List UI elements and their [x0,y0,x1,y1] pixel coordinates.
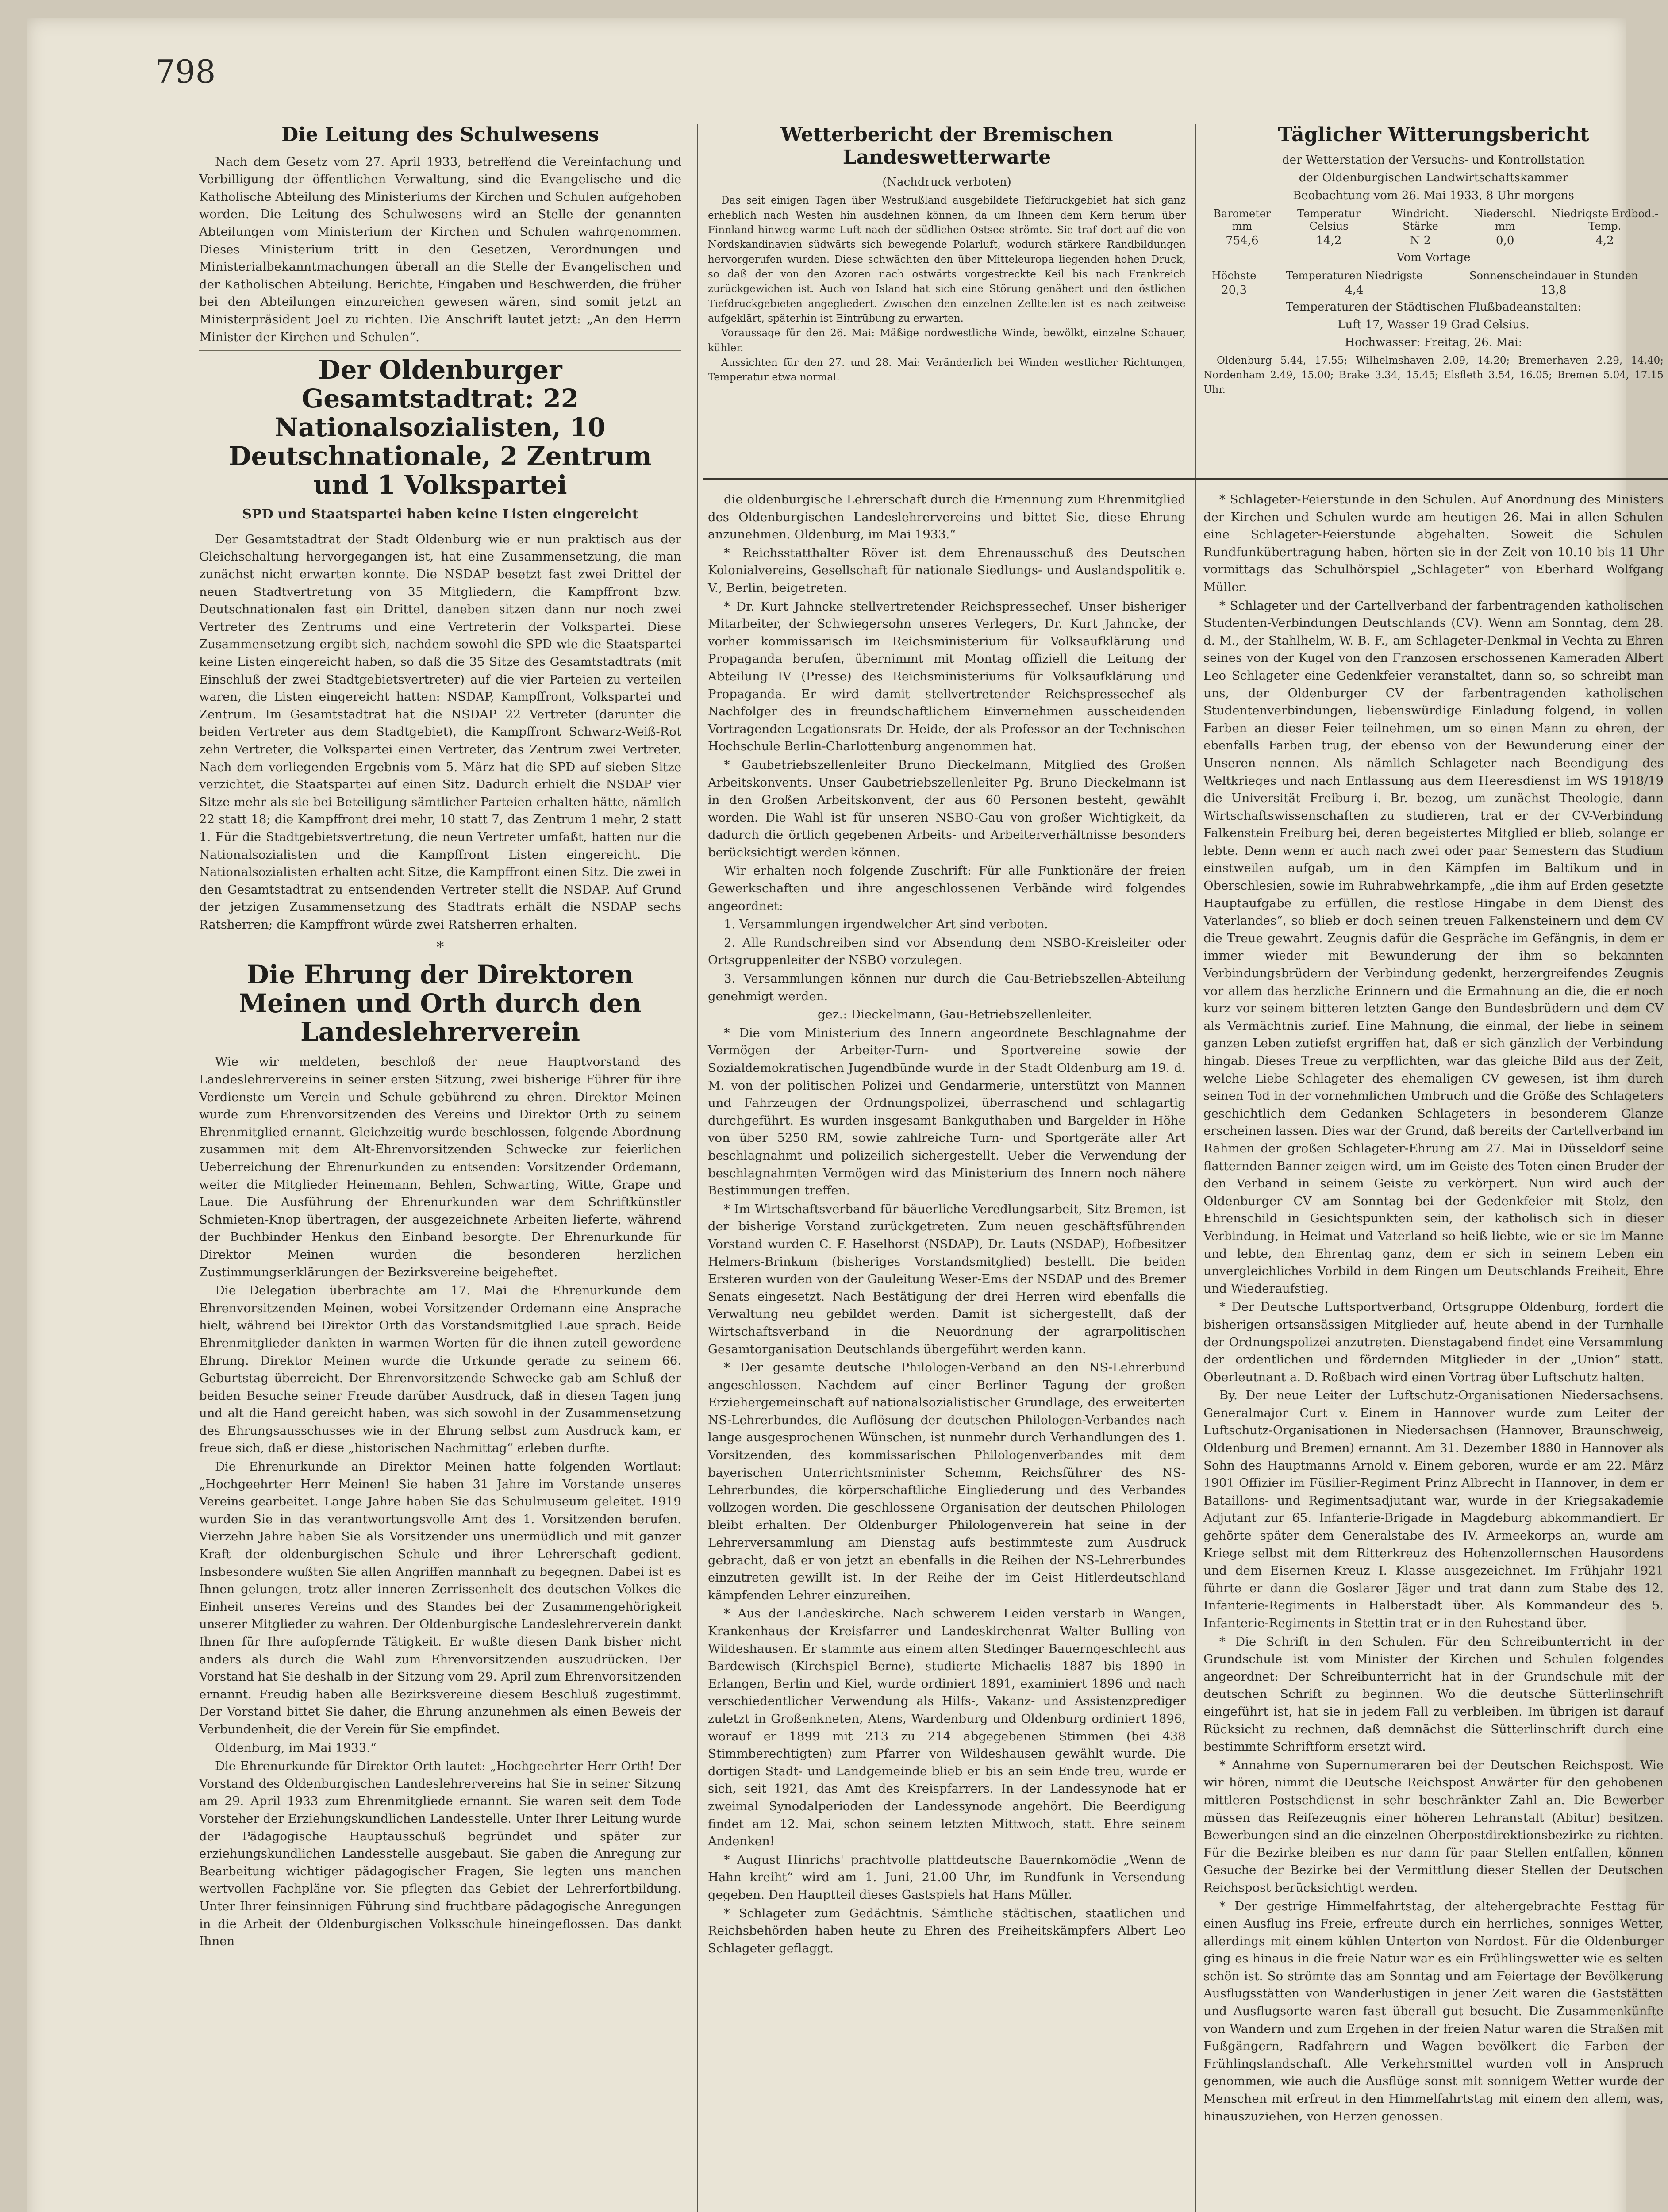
news-item: * Schlageter-Feierstunde in den Schulen. Auf Anordnung des Ministers der Kirchen und Schulen wurde am heutigen 26. Mai in allen Schulen eine Schlageter-Feierstunde abgehalten. Soweit die Schulen Rundfunkübertragung haben, hörten sie in der Zeit von 10.10 bis 11 Uhr vormittags das Schulhörspiel „Schlageter“ von Eberhard Wolfgang Müller. [1203,492,1664,594]
section-divider [703,478,1668,480]
news-item: * Aus der Landeskirche. Nach schwerem Leiden verstarb in Wangen, Krankenhaus der Kreisfarrer und Landeskirchenrat Walter Bulling von Wildeshausen. Er stammte aus einem alten Stedinger Bauerngeschlecht aus Bardewisch (Kirchspiel Berne), studierte Michaelis 1887 bis 1890 in Erlangen, Berlin und Kiel, wurde ordiniert 1891, examiniert 1896 und nach verschiedentlicher Verwendung als Hilfs-, Vakanz- und Assistenzprediger zuletzt in Großenkneten, Atens, Wardenburg und Oldenburg ordiniert 1896, worauf er 1899 mit 213 zu 214 abgegebenen Stimmen (bei 438 Stimmberechtigten) zum Pfarrer von Wildeshausen gewählt wurde. Die dortigen Stadt- und Landgemeinde blieb er bis an sein Ende treu, wurde er sich, seit 1921, das Amt des Kreispfarrers. In der Landessynode hat er zweimal Synodalperioden der Landessynode angehört. Die Beerdigung findet am 12. Mai, schon seinem letzten Mittwoch, statt. Ehre seinem Andenken! [708,1606,1186,1849]
list-item: 2. Alle Rundschreiben sind vor Absendung dem NSBO-Kreisleiter oder Ortsgruppenleiter der NSBO vorzulegen. [708,935,1186,968]
table-cell: 0,0 [1496,234,1514,247]
bath-temperatures-title: Temperaturen der Städtischen Flußbadeanstalten: [1285,300,1582,314]
article-title-ehrung: Die Ehrung der Direktoren Meinen und Orth durch den Landeslehrerverein [238,959,642,1047]
column-3-news [1203,491,1664,2126]
table-header: Niedrigste Erdbod.-Temp. [1551,207,1659,232]
article-body: Die Delegation überbrachte am 17. Mai die Ehrenurkunde dem Ehrenvorsitzenden Meinen, wobei Vorsitzender Ordemann eine Ansprache hielt, während bei Direktor Orth das Vorstandsmitglied Laue sprach. Beide Ehrenmitglieder dankten in warmen Worten für die ihnen zuteil gewordene Ehrung. Direktor Meinen wurde die Urkunde gerade zu seinem 66. Geburtstag überreicht. Der Ehrenvorsitzende Schwecke gab am Schluß der beiden Besuche seiner Freude darüber Ausdruck, daß in diesen Tagen jung und alt die Hand gereicht haben, was sich sowohl in der Zusammensetzung des Ehrungsausschusses wie in der Ehrung selbst zum Ausdruck kam, er freue sich, daß er diese „historischen Nachmittag“ erleben durfte. [199,1283,681,1455]
daily-weather [1203,124,1664,398]
column-rule-left [697,124,698,2212]
news-item: * Schlageter und der Cartellverband der farbentragenden katholischen Studenten-Verbindungen Deutschlands (CV). Wenn am Sonntag, dem 28. d. M., der Stahlhelm, W. B. F., am Schlageter-Denkmal in Vechta zu Ehren seines von der Kugel von den Franzosen erschossenen Kameraden Albert Leo Schlageter eine Gedenkfeier veranstaltet, dann so, so schreibt man uns, der Oldenburger CV der farbentragenden katholischen Studentenverbindungen, liebenswürdige Einladung folgend, in vollen Farben an dieser Feier teilnehmen, um so einen Mann zu ehren, der ebenfalls Farben trug, der ebenso von der Bewunderung einer der Unseren nennen. Als nämlich Schlageter nach Beendigung des Weltkrieges und nach Entlassung aus dem Heeresdienst im WS 1918/19 die Universität Freiburg i. Br. bezog, um zunächst Theologie, dann Wirtschaftswissenschaften zu studieren, trat er der CV-Verbindung Falkenstein Freiburg bei, deren begeistertes Mitglied er blieb, solange er lebte. Denn wenn er auch nach zwei oder paar Semestern das Studium einstweilen aufgab, um in den Kämpfen im Baltikum und in Oberschlesien, sowie im Ruhrabwehrkampfe, „die ihm auf Erden gesetzte Hauptaufgabe zu erfüllen, die restlose Hingabe in dem Dienst des Vaterlandes“, so blieb er doch seinen treuen Falkensteinern und dem CV die Treue gewahrt. Zeugnis dafür die Gespräche im Gefängnis, in dem er immer wieder mit Bewunderung der ihm so bekannten Verbindungsbrüdern der Verbindung gedenkt, herzergreifendes Zeugnis vor allem das herzliche Erinnern und die Ermahnung an die, die er noch kurz vor seinem bitteren letzten Gange den Bundesbrüdern und dem CV als Vermächtnis zurief. Eine Mahnung, die einmal, der liebe in seinem ganzen Leben zutiefst ergriffen hat, daß er sich gänzlich der Verbindung hingab. Dieses Treue zu verpflichten, war das gleiche Bild aus der Zeit, welche Liebe Schlageter des ehemaligen CV gewesen, ist ihm durch seinen Tod in der vornehmlichen Umbruch und die Größe des Schlageters geschichtlich dem Gedanken Schlageters in besonderem Glanze erscheinen lassen. Dies war der Grund, daß bereits der Cartellverband im Rahmen der großen Schlageter-Ehrung am 27. Mai in Düsseldorf seine flatternden Banner zeigen wird, um im Geiste des Toten einen Bruder der den Verband in seinem Geiste zu verkörpert. Nun wird auch der Oldenburger CV am Sonntag bei der Gedenkfeier mit Stolz, den Ehrenschild in Gesichtspunkten sein, der katholisch sich in dieser Verbindung, in Heimat und Vaterland so heiß liebte, wie er sie im Manne und lebte, den Ehrentag ganz, dem er sich in seinem Leben ein unvergleichliches Vorbild in dem Ringen um Deutschlands Freiheit, Ehre und Wiederaufstieg. [1203,598,1664,1296]
news-item: * Gaubetriebszellenleiter Bruno Dieckelmann, Mitglied des Großen Arbeitskonvents. Unser Gaubetriebszellenleiter Pg. Bruno Dieckelmann ist in den Großen Arbeitskonvent, der aus 60 Personen besteht, gewählt worden. Die Wahl ist für unseren NSBO-Gau von großer Wichtigkeit, da dadurch die örtlich gegebenen Arbeits- und Arbeiterverhältnisse besonders berücksichtigt werden können. [708,757,1186,860]
list-item: 3. Versammlungen können nur durch die Gau-Betriebszellen-Abteilung genehmigt werden. [708,972,1186,1003]
table-cell: 754,6 [1226,234,1259,247]
divider [199,350,681,351]
table-cell: 13,8 [1541,283,1567,297]
column-rule-right [1195,124,1196,2212]
weather-note: (Nachdruck verboten) [882,176,1011,189]
article-signature: Oldenburg, im Mai 1933.“ [215,1740,377,1755]
daily-weather-subtitle: der Wetterstation der Versuchs- und Kontrollstation [1282,153,1585,167]
table-header: Sonnenscheindauer in Stunden [1469,269,1638,282]
table-cell: 14,2 [1316,234,1342,247]
signature: gez.: Dieckelmann, Gau-Betriebszellenleiter. [818,1007,1092,1022]
daily-weather-subtitle: der Oldenburgischen Landwirtschaftskammer [1299,171,1568,184]
article-body: Die Ehrenurkunde für Direktor Orth lautet: „Hochgeehrter Herr Orth! Der Vorstand des Oldenburgischen Landeslehrervereins hat Sie in seiner Sitzung am 29. April 1933 zum Ehrenmitgliede ernannt. Sie waren seit dem Tode Vorsteher der Erziehungskundlichen Landesstelle. Unter Ihrer Leitung wurde der Pädagogische Hauptausschuß begründet und später zur erziehungskundlichen Landesstelle ausgebaut. Sie gaben die Anregung zur Bearbeitung wichtiger pädagogischer Fragen, Sie legten uns manchen wertvollen Fachpläne vor. Sie pflegten das Gebiet der Lehrerfortbildung. Unter Ihrer feinsinnigen Führung sind fruchtbare pädagogische Anregungen in die Arbeit der Oldenburgischen Volksschule hineingeflossen. Das dankt Ihnen [199,1759,681,1949]
bath-temperatures: Luft 17, Wasser 19 Grad Celsius. [1337,318,1530,331]
observation-table [1203,207,1664,248]
daily-weather-title: Täglicher Witterungsbericht [1278,123,1589,146]
news-item: * Im Wirtschaftsverband für bäuerliche Veredlungsarbeit, Sitz Bremen, ist der bisherige Vorstand zurückgetreten. Zum neuen geschäftsführenden Vorstand wurden C. F. Haselhorst (NSDAP), Dr. Lauts (NSDAP), Hofbesitzer Helmers-Brinkum (bisheriges Vorstandsmitglied) bestellt. Die beiden Ersteren wurden von der Gauleitung Weser-Ems der NSDAP und des Bremer Senats eingesetzt. Nach Bestätigung der drei Herren wird ebenfalls die Verwaltung neu gebildet werden. Damit ist sichergestellt, daß der Wirtschaftsverband in die Neuordnung der agrarpolitischen Gesamtorganisation Deutschlands übergeführt werden kann. [708,1202,1186,1356]
news-item: * Der Deutsche Luftsportverband, Ortsgruppe Oldenburg, fordert die bisherigen ortsansässigen Mitglieder auf, heute abend in der Turnhalle der Ordnungspolizei anzutreten. Dienstagabend findet eine Versammlung der ordentlichen und fördernden Mitglieder in der „Union“ statt. Oberleutnant a. D. Roßbach wird einen Vortrag über Luftschutz halten. [1203,1300,1664,1384]
news-item: * Reichsstatthalter Röver ist dem Ehrenausschuß des Deutschen Kolonialvereins, Gesellschaft für nationale Siedlungs- und Auslandspolitik e. V., Berlin, beigetreten. [708,545,1186,595]
news-item: * Schlageter zum Gedächtnis. Sämtliche städtischen, staatlichen und Reichsbehörden haben heute zu Ehren des Freiheitskämpfers Albert Leo Schlageter geflaggt. [708,1906,1186,1955]
table-cell: N 2 [1410,234,1431,247]
article-subtitle: SPD und Staatspartei haben keine Listen eingereicht [242,506,638,522]
observation-time: Beobachtung vom 26. Mai 1933, 8 Uhr morgens [1293,188,1574,202]
table-header: Temperatur Celsius [1297,207,1361,232]
news-item: * August Hinrichs' prachtvolle plattdeutsche Bauernkomödie „Wenn de Hahn kreiht“ wird am 1. Juni, 21.00 Uhr, im Rundfunk in Versendung gegeben. Den Hauptteil dieses Gastspiels hat Hans Müller. [708,1852,1186,1902]
table-cell: 20,3 [1221,283,1247,297]
news-item: * Dr. Kurt Jahncke stellvertretender Reichspressechef. Unser bisheriger Mitarbeiter, der Schwiegersohn unseres Verlegers, Dr. Kurt Jahncke, der vorher kommissarisch im Reichsministerium für Volksaufklärung und Propaganda berufen, übernimmt mit Montag offiziell die Leitung der Abteilung IV (Presse) des Reichsministeriums für Volksaufklärung und Propaganda. Er wird damit stellvertretender Reichspressechef als Nachfolger des in freundschaftlichem Einvernehmen ausscheidenden Vortragenden Legationsrats Dr. Heide, der als Professor an der Technischen Hochschule Berlin-Charlottenburg angenommen hat. [708,599,1186,754]
table-header: Windricht. Stärke [1392,207,1449,232]
table-header: Temperaturen Niedrigste [1286,269,1423,282]
table-header: Niederschl. mm [1474,207,1536,232]
article-title-stadtrat: Der Oldenburger Gesamtstadtrat: 22 Nationalsozialisten, 10 Deutschnationale, 2 Zentrum und 1 Volkspartei [229,355,652,500]
news-item: * Annahme von Supernumeraren bei der Deutschen Reichspost. Wie wir hören, nimmt die Deutsche Reichspost Anwärter für den gehobenen mittleren Postschdienst in sehr beschränkter Zahl an. Die Bewerber müssen das Reifezeugnis einer höheren Lehranstalt (Abitur) besitzen. Bewerbungen sind an die einzelnen Oberpostdirektionsbezirke zu richten. Für die Bezirke bleiben es nur dann für paar Stellen entfallen, können Gesuche der Bezirke bei der Vermittlung dieser Stellen der Deutschen Reichspost berücksichtigt werden. [1203,1758,1664,1895]
previous-day-table [1203,269,1664,298]
table-header: Höchste [1211,269,1257,282]
column-2-news [708,491,1186,1958]
article-body: Nach dem Gesetz vom 27. April 1933, betreffend die Vereinfachung und Verbilligung der öffentlichen Verwaltung, sind die Evangelische und die Katholische Abteilung des Ministeriums der Kirchen und Schulen aufgehoben worden. Die Leitung des Schulwesens wird an Stelle der genannten Abteilungen vom Ministerium der Kirchen und Schulen wahrgenommen. Dieses Ministerium tritt in den Gesetzen, Verordnungen und Ministerialbekanntmachungen überall an die Stelle der Evangelischen und der Katholischen Abteilung. Berichte, Eingaben und Beschwerden, die früher bei den Abteilungen einzureichen gewesen wären, sind somit jetzt an Ministerpräsident Joel zu richten. Die Anschrift lautet jetzt: „An den Herrn Minister der Kirchen und Schulen“. [199,154,681,344]
separator-asterisk: * [436,938,444,956]
table-header: Barometer mm [1213,207,1271,232]
weather-title: Wetterbericht der Bremischen Landeswetterwarte [780,123,1113,169]
page-number: 798 [155,53,216,90]
news-item: By. Der neue Leiter der Luftschutz-Organisationen Niedersachsens. Generalmajor Curt v. Einem in Hannover wurde zum Leiter der Luftschutz-Organisationen in Niedersachsen (Hannover, Braunschweig, Oldenburg und Bremen) ernannt. Am 31. Dezember 1880 in Hannover als Sohn des Hauptmanns Arnold v. Einem geboren, wurde er am 22. März 1901 Offizier im Füsilier-Regiment Prinz Albrecht in Hannover, in dem er Bataillons- und Regimentsadjutant war, wurde in der Kriegsakademie Adjutant zur 65. Infanterie-Brigade in Magdeburg abkommandiert. Er gehörte später dem Generalstabe des IV. Armeekorps an, wurde am Kriege selbst mit dem Ritterkreuz des Hohenzollernschen Hausordens und dem Eisernen Kreuz I. Klasse ausgezeichnet. Im Frühjahr 1921 führte er dann die Goslarer Jäger und trat dann zum Stabe des 12. Infanterie-Regiments in Halberstadt über. Als Kommandeur des 5. Infanterie-Regiments in Stettin trat er in den Ruhestand über. [1203,1388,1664,1630]
weather-forecast: Voraussage für den 26. Mai: Mäßige nordwestliche Winde, bewölkt, einzelne Schauer, kühler. [708,327,1186,354]
news-item: * Die vom Ministerium des Innern angeordnete Beschlagnahme der Vermögen der Arbeiter-Turn- und Sportvereine sowie der Sozialdemokratischen Jugendbünde wurde in der Stadt Oldenburg am 19. d. M. von der politischen Polizei und Gendarmerie, unterstützt von Mannen und Fahrzeugen der Ordnungspolizei, überraschend und schlagartig durchgeführt. Es wurden insgesamt Bankguthaben und Bargelder in Höhe von über 5250 RM, sowie zahlreiche Turn- und Sportgeräte aller Art beschlagnahmt und polizeilich sichergestellt. Ueber die Verwendung der beschlagnahmten Vermögen wird das Ministerium des Innern noch nähere Bestimmungen treffen. [708,1025,1186,1198]
article-body: Der Gesamtstadtrat der Stadt Oldenburg wie er nun praktisch aus der Gleichschaltung hervorgegangen ist, hat eine Zusammensetzung, die man zunächst nicht erwarten konnte. Die NSDAP besetzt fast zwei Drittel der neuen Stadtvertretung von 35 Mitgliedern, die Kampffront bzw. Deutschnationalen fast ein Drittel, daneben sitzen dann nur noch zwei Vertreter des Zentrums und eine Vertreterin der Volkspartei. Diese Zusammensetzung ergibt sich, nachdem sowohl die SPD wie die Staatspartei keine Listen eingereicht haben, so daß die 35 Sitze des Gesamtstadtrats (mit Einschluß der zwei Stadtgebietsvertreter) auf die vier Parteien zu verteilen waren, die Listen eingereicht hatten: NSDAP, Kampffront, Volkspartei und Zentrum. Im Gesamtstadtrat hat die NSDAP 22 Vertreter (darunter die beiden Vertreter aus dem Stadtgebiet), die Kampffront Schwarz-Weiß-Rot zehn Vertreter, die Volkspartei einen Vertreter, das Zentrum zwei Vertreter. Nach dem vorliegenden Ergebnis vom 5. März hat die SPD auf sieben Sitze verzichtet, die Staatspartei auf einen Sitz. Dadurch erhielt die NSDAP vier Sitze mehr als sie bei Beteiligung sämtlicher Parteien erhalten hätte, nämlich 22 statt 18; die Kampffront drei mehr, 10 statt 7, das Zentrum 1 mehr, 2 statt 1. Für die Stadtgebietsvertretung, die neun Vertreter umfaßt, hatten nur die Nationalsozialisten und die Kampffront Listen eingereicht. Die Nationalsozialisten erhalten acht Sitze, die Kampffront einen Sitz. Die zwei in den Gesamtstadtrat zu entsendenden Vertreter stellt die NSDAP. Auf Grund der jetzigen Zusammensetzung des Stadtrats erhält die NSDAP sechs Ratsherren; die Kampffront würde zwei Ratsherren erhalten. [199,532,681,932]
previous-day-label: Vom Vortage [1396,250,1471,264]
news-item: * Der gestrige Himmelfahrtstag, der altehergebrachte Festtag für einen Ausflug ins Freie, erfreute durch ein herrliches, sonniges Wetter, allerdings mit einem kühlen Unterton von Nordost. Für die Oldenburger ging es hinaus in die freie Natur war es ein Frühlingswetter wie es selten schön ist. So strömte das am Sonntag und am Feiertage der Bevölkerung Ausflugsstätten von Wanderlustigen in jener Zeit waren die Gaststätten und Ausflugsorte waren fast überall gut besucht. Die Zusammenkünfte von Wandern und zum Ergehen in der freien Natur waren die Straßen mit Fußgängern, Radfahrern und Wagen bevölkert die Farben der Frühlingslandschaft. Alle Verkehrsmittel wurden voll in Anspruch genommen, wie auch die Ausflüge sonst mit sonnigem Wetter wurde der Menschen mit erfreut in den Himmelfahrtstag mit einem den allem, was, hinauszuziehen, von Herzen genossen. [1203,1899,1664,2124]
weather-report [708,124,1186,385]
article-title-schulwesen: Die Leitung des Schulwesens [281,123,599,146]
tide-times: Oldenburg 5.44, 17.55; Wilhelmshaven 2.09, 14.20; Bremerhaven 2.29, 14.40; Nordenham 2.49, 15.00; Brake 3.34, 15.45; Elsfleth 3.54, 16.05; Bremen 5.04, 17.15 Uhr. [1203,354,1664,396]
news-item: Wir erhalten noch folgende Zuschrift: Für alle Funktionäre der freien Gewerkschaften und ihre angeschlossenen Verbände wird folgendes angeordnet: [708,864,1186,913]
article-body: Die Ehrenurkunde an Direktor Meinen hatte folgenden Wortlaut: „Hochgeehrter Herr Meinen! Sie haben 31 Jahre im Vorstande unseres Vereins gearbeitet. Lange Jahre haben Sie das Schulmuseum geleitet. 1919 wurden Sie in das verantwortungsvolle Amt des 1. Vorsitzenden berufen. Vierzehn Jahre haben Sie als Vorsitzender uns unermüdlich und mit ganzer Kraft der oldenburgischen Schule und ihrer Lehrerschaft gedient. Insbesondere wußten Sie allen Angriffen mannhaft zu begegnen. Dabei ist es Ihnen gelungen, trotz aller inneren Zerrissenheit des deutschen Volkes die Einheit unseres Vereins und des Standes bei der Zusammengehörigkeit unserer Mitglieder zu wahren. Der Oldenburgische Landeslehrerverein dankt Ihnen für Ihre aufopfernde Tätigkeit. Er wußte diesen Dank bisher nicht anders als durch die Wahl zum Ehrenvorsitzenden auszudrücken. Der Vorstand hat Sie deshalb in der Sitzung vom 29. April zum Ehrenvorsitzenden ernannt. Freudig haben alle Bezirksvereine diesem Beschluß zugestimmt. Der Vorstand bittet Sie daher, die Ehrung anzunehmen als einen Beweis der Verbundenheit, die der Verein für Sie empfindet. [199,1459,681,1736]
article-body: Wie wir meldeten, beschloß der neue Hauptvorstand des Landeslehrervereins in seiner ersten Sitzung, zwei bisherige Führer für ihre Verdienste um Verein und Schule gebührend zu ehren. Direktor Meinen wurde zum Ehrenvorsitzenden des Vereins und Direktor Orth zu seinem Ehrenmitglied ernannt. Gleichzeitig wurde beschlossen, folgende Abordnung zusammen mit dem Alt-Ehrenvorsitzenden Schwecke zur feierlichen Ueberreichung der Ehrenurkunden zu entsenden: Vorsitzender Ordemann, weiter die Mitglieder Heinemann, Behlen, Schwarting, Witte, Grape und Laue. Die Ausführung der Ehrenurkunden war dem Schriftkünstler Schmieten-Knop übertragen, der ausgezeichnete Arbeiten lieferte, während der Buchbinder Henkus den Einband besorgte. Der Ehrenurkunde für Direktor Meinen wurden die besonderen herzlichen Zustimmungserklärungen der Bezirksvereine beigeheftet. [199,1055,681,1279]
article-body: die oldenburgische Lehrerschaft durch die Ernennung zum Ehrenmitglied des Oldenburgischen Landeslehrervereins und bittet Sie, diese Ehrung anzunehmen. Oldenburg, im Mai 1933.“ [708,492,1186,542]
weather-outlook: Aussichten für den 27. und 28. Mai: Veränderlich bei Winden westlicher Richtungen, Temperatur etwa normal. [708,357,1186,384]
table-cell: 4,4 [1345,283,1364,297]
column-1 [199,124,681,1951]
news-item: * Die Schrift in den Schulen. Für den Schreibunterricht in der Grundschule ist vom Minister der Kirchen und Schulen folgendes angeordnet: Der Schreibunterricht hat in der Grundschule mit der deutschen Schrift zu beginnen. Wo die deutsche Sütterlinschrift eingeführt ist, hat sie in jedem Fall zu verbleiben. Im übrigen ist darauf Rücksicht zu rechnen, daß demnächst die Sütterlinschrift durch eine bestimmte Schriftform ersetzt wird. [1203,1634,1664,1754]
weather-body: Das seit einigen Tagen über Westrußland ausgebildete Tiefdruckgebiet hat sich ganz erheblich nach Westen hin ausdehnen können, da um Ihneen dem Kern herum über Finnland hinweg warme Luft nach der südlichen Ostsee strömte. Sie traf dort auf die von Nordskandinavien südwärts sich bewegende Polarluft, wodurch stärkere Randbildungen hervorgerufen wurden. Diese schwächten den über Mitteleuropa liegenden hohen Druck, so daß der von den Azoren nach ostwärts vorgestreckte Keil bis nach Frankreich zurückgewichen ist. Auch von Island hat sich eine Störung genähert und den östlichen Tiefdruckgebieten angegliedert. Zwischen den einzelnen Zellteilen ist es nach zeitweise aufgeklärt, späterhin ist Eintrübung zu erwarten. [708,195,1186,324]
tide-title: Hochwasser: Freitag, 26. Mai: [1345,335,1522,349]
news-item: * Der gesamte deutsche Philologen-Verband an den NS-Lehrerbund angeschlossen. Nachdem auf einer Berliner Tagung der großen Erziehergemeinschaft auf nationalsozialistischer Grundlage, des erweiterten NS-Lehrerbundes, die Auflösung der deutschen Philologen-Verbandes nach lange ausgesprochenen Wünschen, ist nunmehr durch Verhandlungen des 1. Vorsitzenden, des kommissarischen Philologenverbandes mit dem bayerischen Unterrichtsminister Schemm, Reichsführer des NS-Lehrerbundes, die körperschaftliche Eingliederung und des Verbandes vollzogen worden. Die geschlossene Organisation der deutschen Philologen bleibt erhalten. Der Oldenburger Philologenverein hat seine in der Lehrerversammlung am Dienstag aufs bestimmteste zum Ausdruck gebracht, daß er von jetzt an ebenfalls in die Reihen der NS-Lehrerbundes einzutreten gewillt ist. In der Reihe der im Geist Hitlerdeutschland kämpfenden Lehrer einzureihen. [708,1360,1186,1602]
table-cell: 4,2 [1595,234,1614,247]
newspaper-page [27,18,1664,2212]
list-item: 1. Versammlungen irgendwelcher Art sind verboten. [724,917,1048,932]
